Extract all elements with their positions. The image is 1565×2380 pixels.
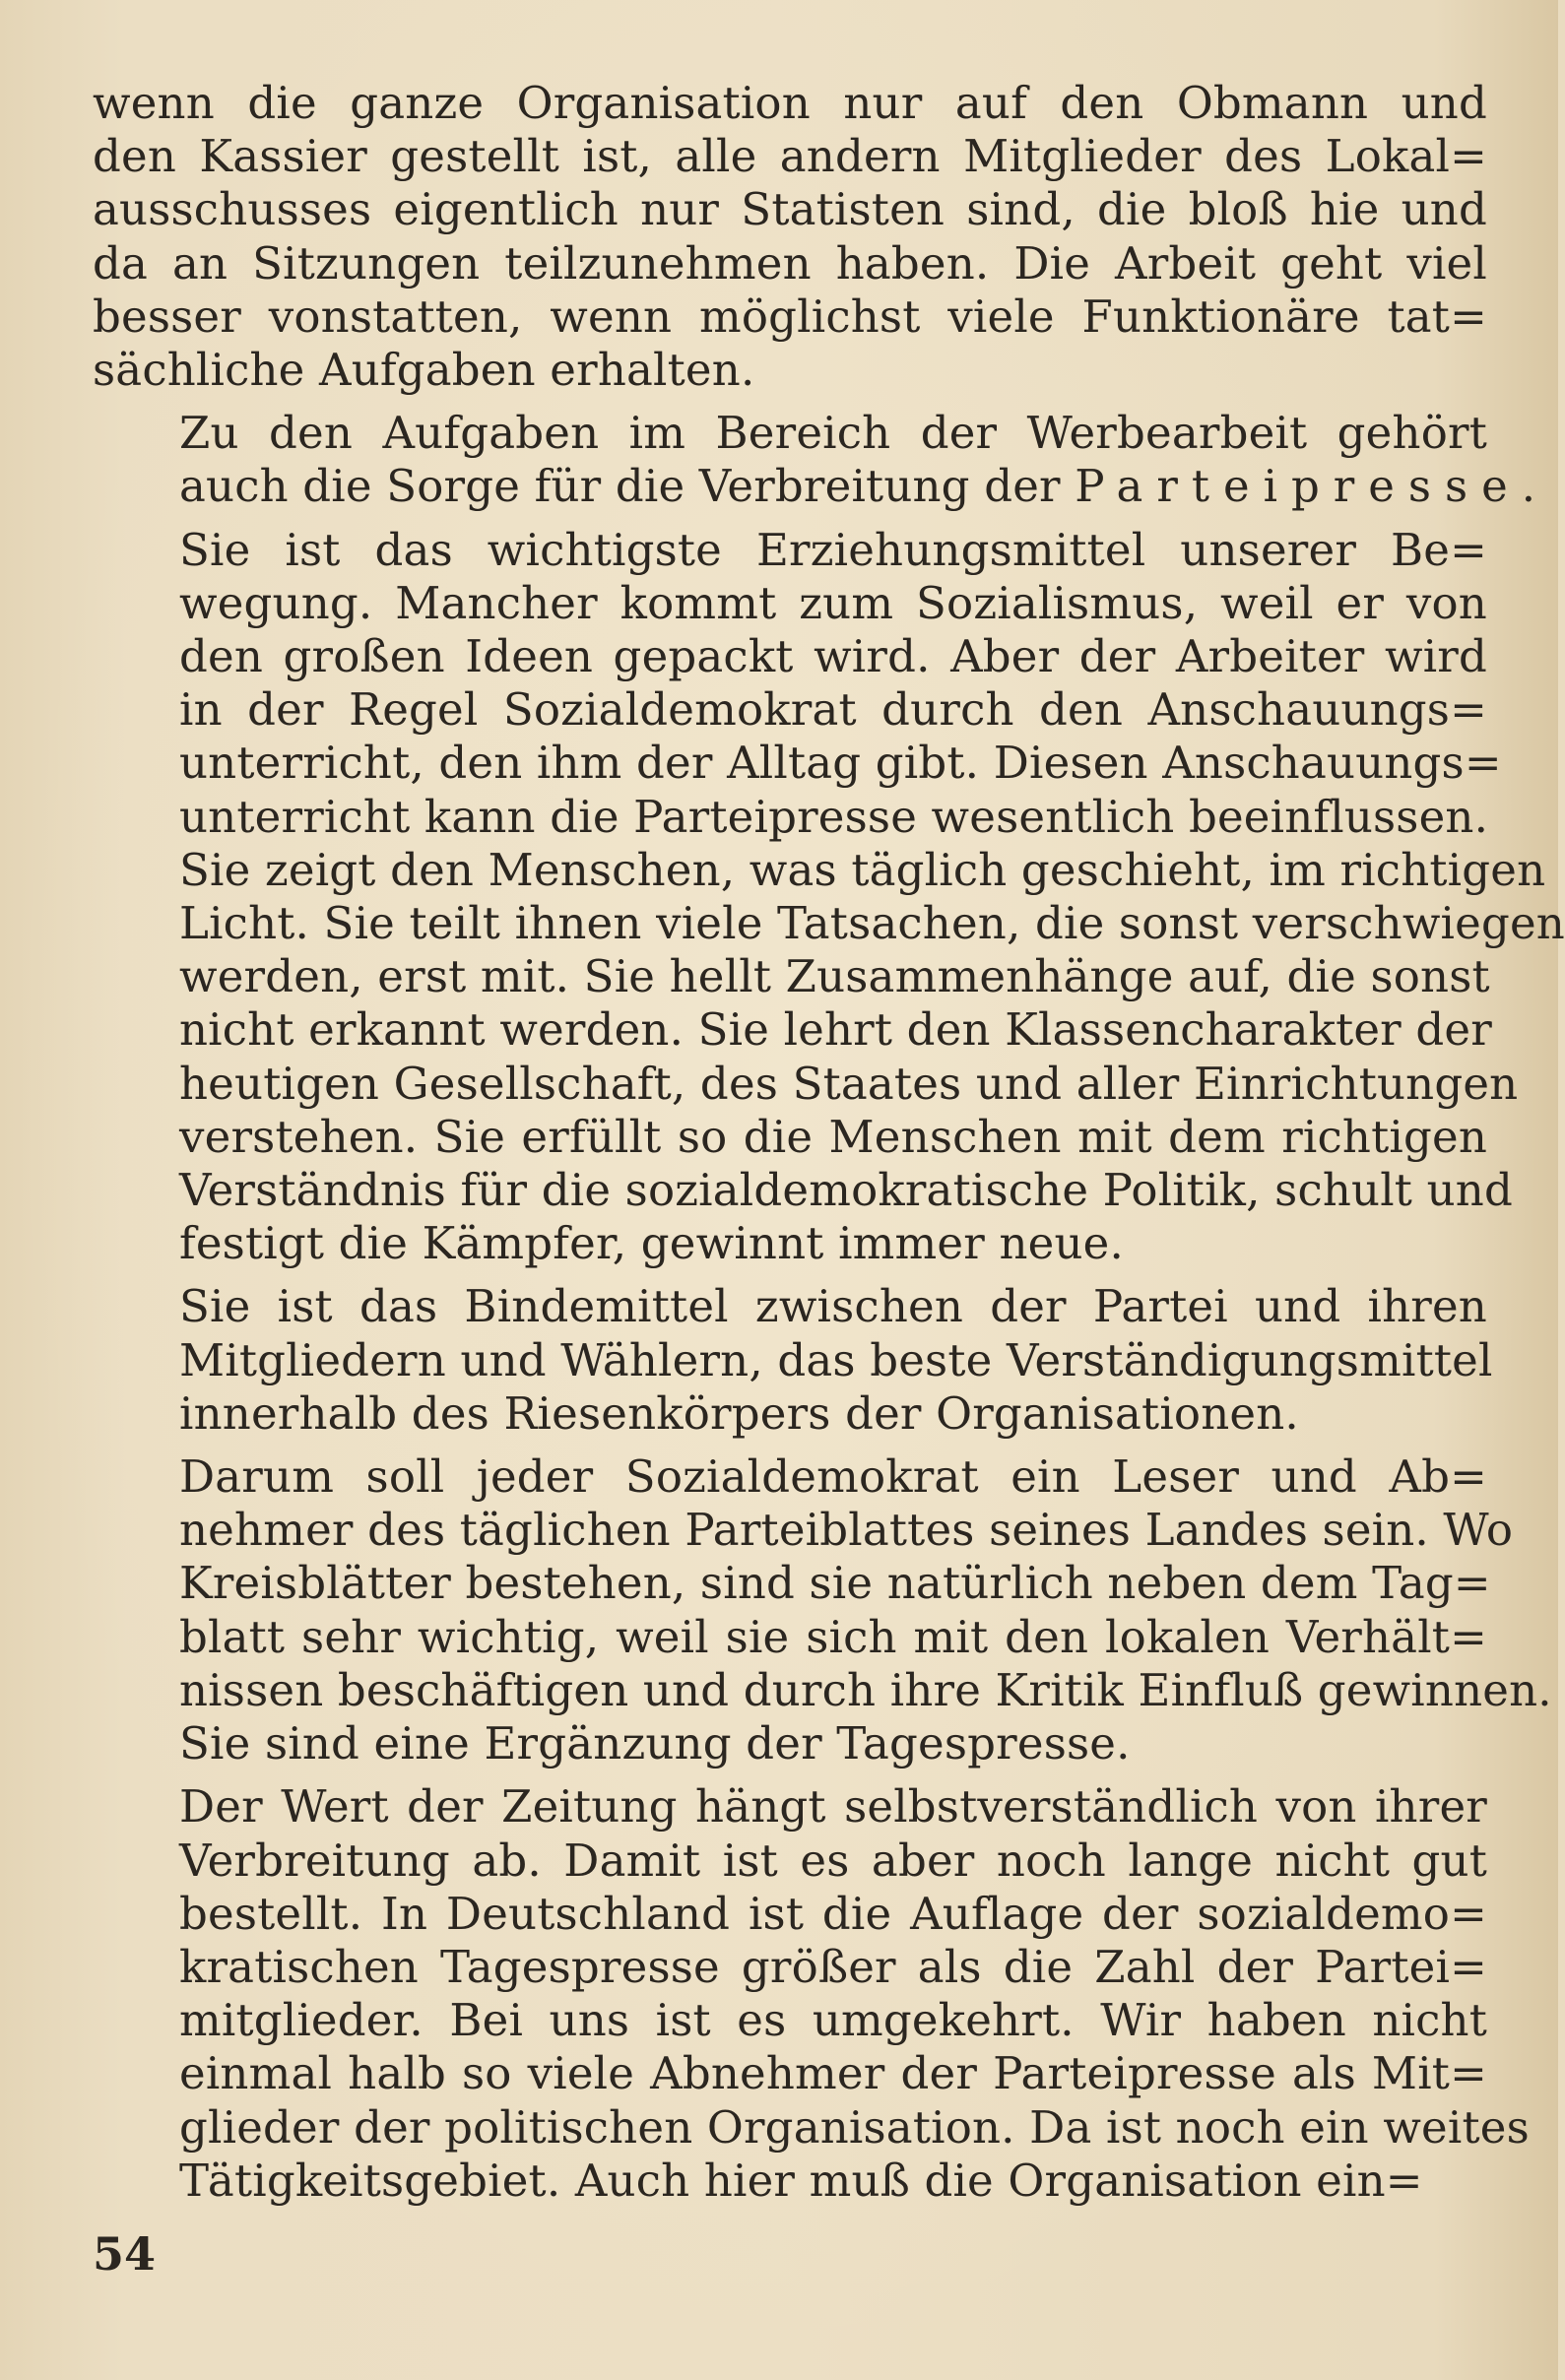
text-line: unterricht, den ihm der Alltag gibt. Diesen Anschauungs= xyxy=(179,737,1502,790)
text-line: wegung. Mancher kommt zum Sozialismus, weil er von xyxy=(179,576,1487,629)
page-number: 54 xyxy=(93,2227,157,2281)
text-line: Zu den Aufgaben im Bereich der Werbearbeit gehört xyxy=(179,407,1487,460)
text-line: einmal halb so viele Abnehmer der Parteipresse als Mit= xyxy=(179,2047,1487,2100)
text-line: kratischen Tagespresse größer als die Zahl der Partei= xyxy=(179,1940,1487,1993)
text-line: blatt sehr wichtig, weil sie sich mit den lokalen Verhält= xyxy=(179,1610,1487,1663)
text-line: Sie ist das Bindemittel zwischen der Partei und ihren xyxy=(179,1280,1487,1333)
paragraph xyxy=(93,77,1487,397)
text-line: da an Sitzungen teilzunehmen haben. Die Arbeit geht viel xyxy=(93,236,1487,289)
text-line: nissen beschäftigen und durch ihre Kritik Einfluß gewinnen. xyxy=(179,1663,1552,1716)
text-line: innerhalb des Riesenkörpers der Organisationen. xyxy=(179,1386,1299,1440)
paragraph xyxy=(93,523,1565,1271)
text-line: den Kassier gestellt ist, alle andern Mitglieder des Lokal= xyxy=(93,130,1487,183)
text-line: Tätigkeitsgebiet. Auch hier muß die Organisation ein= xyxy=(179,2154,1423,2207)
text-line: verstehen. Sie erfüllt so die Menschen mit dem richtigen xyxy=(179,1110,1487,1163)
paragraph xyxy=(93,1280,1493,1441)
body-text xyxy=(93,77,1565,2218)
text-line: Verbreitung ab. Damit ist es aber noch lange nicht gut xyxy=(179,1833,1487,1887)
text-line: Verständnis für die sozialdemokratische Politik, schult und xyxy=(179,1164,1513,1217)
text-line: mitglieder. Bei uns ist es umgekehrt. Wir haben nicht xyxy=(179,1994,1487,2047)
text-line: besser vonstatten, wenn möglichst viele Funktionäre tat= xyxy=(93,289,1487,343)
text-line: unterricht kann die Parteipresse wesentlich beeinflussen. xyxy=(179,790,1489,843)
text-line: Der Wert der Zeitung hängt selbstverständlich von ihrer xyxy=(179,1780,1487,1833)
text-line: in der Regel Sozialdemokrat durch den Anschauungs= xyxy=(179,683,1487,737)
text-line: Mitgliedern und Wählern, das beste Verständigungsmittel xyxy=(179,1333,1493,1386)
text-line: heutigen Gesellschaft, des Staates und aller Einrichtungen xyxy=(179,1057,1519,1110)
text-line: Sie zeigt den Menschen, was täglich geschieht, im richtigen xyxy=(179,843,1546,896)
paragraph xyxy=(93,1780,1530,2208)
text-line: nehmer des täglichen Parteiblattes seines Landes sein. Wo xyxy=(179,1504,1514,1557)
paragraph xyxy=(93,1450,1552,1770)
text-line: Licht. Sie teilt ihnen viele Tatsachen, die sonst verschwiegen xyxy=(179,897,1565,950)
text-line: festigt die Kämpfer, gewinnt immer neue. xyxy=(179,1217,1124,1270)
text-line: den großen Ideen gepackt wird. Aber der Arbeiter wird xyxy=(179,630,1487,683)
text-line: Kreisblätter bestehen, sind sie natürlich neben dem Tag= xyxy=(179,1557,1491,1610)
text-line: nicht erkannt werden. Sie lehrt den Klassencharakter der xyxy=(179,1003,1492,1057)
text-line: wenn die ganze Organisation nur auf den Obmann und xyxy=(93,77,1487,129)
text-line: auch die Sorge für die Verbreitung der Parteipresse. xyxy=(179,460,1536,513)
emphasized-word: Parteipresse xyxy=(1075,460,1522,513)
text-line: glieder der politischen Organisation. Da ist noch ein weites xyxy=(179,2100,1530,2154)
text-line: Sie ist das wichtigste Erziehungsmittel unserer Be= xyxy=(179,523,1487,576)
text-line: bestellt. In Deutschland ist die Auflage der sozialdemo= xyxy=(179,1887,1487,1940)
punctuation: . xyxy=(1521,460,1536,513)
text-line: Darum soll jeder Sozialdemokrat ein Leser und Ab= xyxy=(179,1450,1487,1504)
paragraph xyxy=(93,407,1536,513)
text-line: sächliche Aufgaben erhalten. xyxy=(93,344,755,397)
text-line: Sie sind eine Ergänzung der Tagespresse. xyxy=(179,1717,1131,1770)
text-line: ausschusses eigentlich nur Statisten sind, die bloß hie und xyxy=(93,183,1487,236)
text-line: werden, erst mit. Sie hellt Zusammenhänge auf, die sonst xyxy=(179,950,1490,1003)
